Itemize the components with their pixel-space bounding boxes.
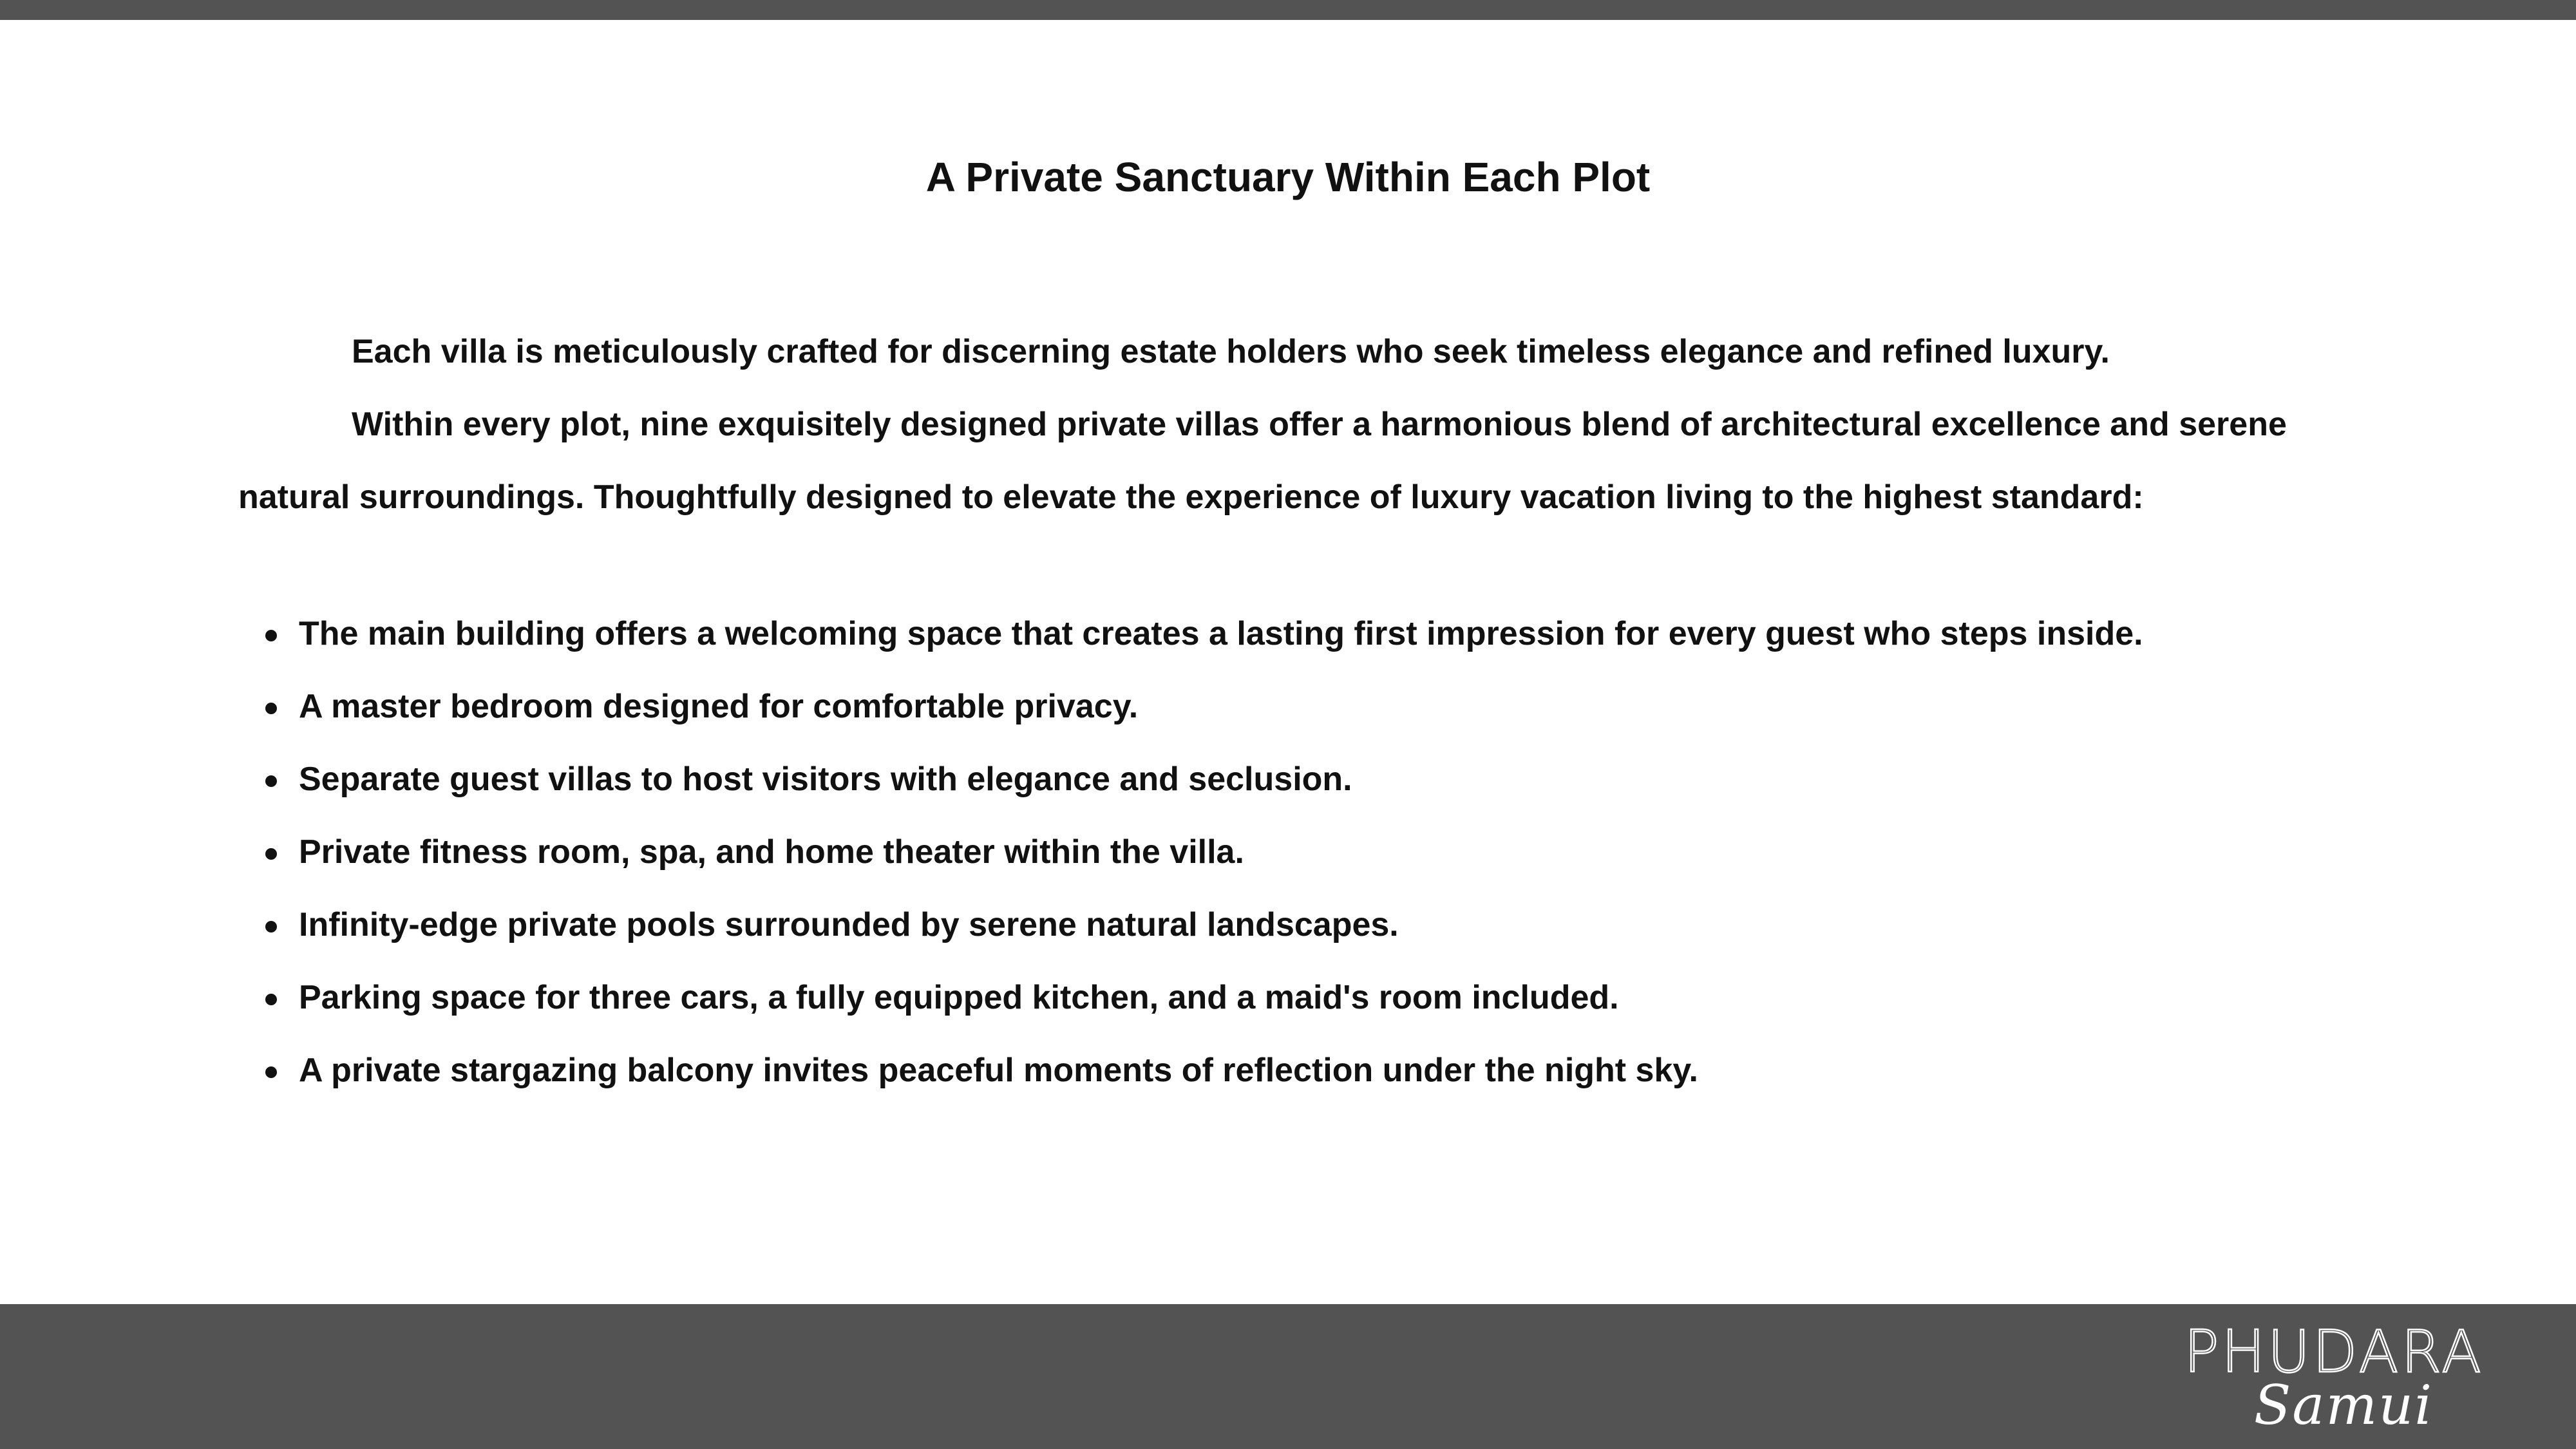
logo-location: Samui — [2253, 1374, 2434, 1437]
feature-text: Parking space for three cars, a fully equipped kitchen, and a maid's room included. — [299, 979, 1619, 1016]
intro-text — [238, 316, 2344, 534]
slide-title: A Private Sanctuary Within Each Plot — [925, 154, 1651, 200]
feature-text: Infinity-edge private pools surrounded by serene natural landscapes. — [299, 906, 1399, 943]
bullet-icon — [265, 921, 277, 933]
phudara-samui-logo — [2166, 1318, 2501, 1437]
logo-name: PHUDARA — [2184, 1318, 2484, 1386]
feature-item — [258, 598, 2318, 670]
intro-paragraph-2: Within every plot, nine exquisitely designed private villas offer a harmonious blend of architectural excellence and serene natural surroundings. Thoughtfully designed to elevate the experience of luxury vacation living to the highest standard: — [238, 406, 2287, 516]
bullet-icon — [265, 1066, 277, 1078]
feature-item — [258, 889, 2318, 961]
bullet-icon — [265, 703, 277, 714]
feature-text: Private fitness room, spa, and home theater within the villa. — [299, 833, 1244, 871]
feature-text: A master bedroom designed for comfortable privacy. — [299, 688, 1139, 725]
feature-item — [258, 961, 2318, 1034]
bullet-icon — [265, 775, 277, 787]
feature-item — [258, 743, 2318, 816]
feature-text: A private stargazing balcony invites peaceful moments of reflection under the night sky. — [299, 1052, 1698, 1089]
intro-paragraph-1: Each villa is meticulously crafted for discerning estate holders who seek timeless elegance and refined luxury. — [352, 333, 2110, 370]
feature-item — [258, 670, 2318, 743]
feature-list — [258, 598, 2318, 1107]
feature-text: Separate guest villas to host visitors with elegance and seclusion. — [299, 761, 1352, 798]
bullet-icon — [265, 630, 277, 641]
bullet-icon — [265, 994, 277, 1005]
top-bar — [0, 0, 2576, 20]
feature-text: The main building offers a welcoming space that creates a lasting first impression for every guest who steps inside. — [299, 615, 2143, 652]
feature-item — [258, 816, 2318, 889]
feature-item — [258, 1034, 2318, 1107]
bullet-icon — [265, 848, 277, 860]
